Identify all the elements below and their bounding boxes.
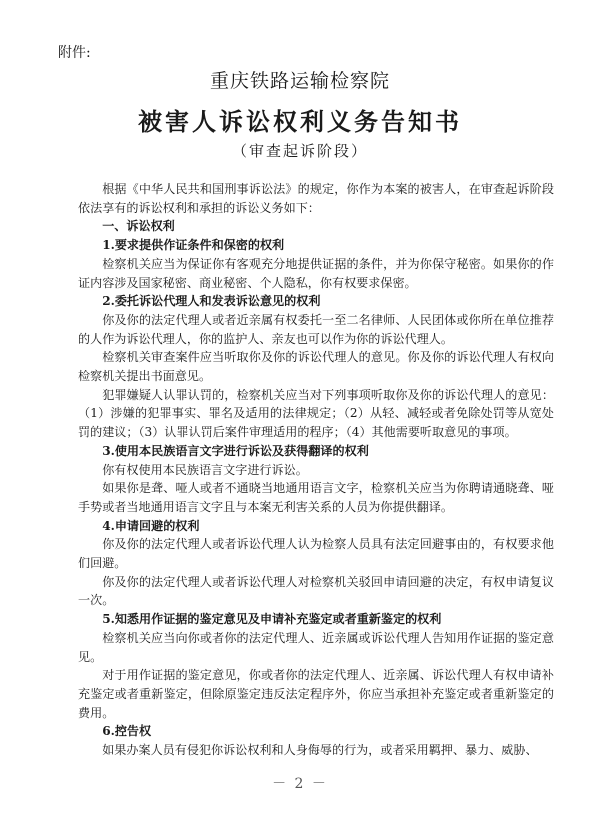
body-paragraph: 检察机关审查案件应当听取你及你的诉讼代理人的意见。你及你的诉讼代理人有权向检察机关提出书面意见。 (78, 350, 554, 384)
subsection-heading: 4.申请回避的权利 (102, 518, 200, 533)
page-number: － 2 － (272, 776, 328, 792)
body-paragraph: 犯罪嫌疑人认罪认罚的，检察机关应当对下列事项听取你及你的诉讼代理人的意见：（1）涉嫌的犯罪事实、罪名及适用的法律规定；（2）从轻、减轻或者免除处罚等从宽处罚的建议；（3）认罪认罚后案件审理适用的程序；（4）其他需要听取意见的事项。 (78, 387, 554, 440)
document-title: 被害人诉讼权利义务告知书 (138, 107, 462, 136)
subsection-heading: 2.委托诉讼代理人和发表诉讼意见的权利 (102, 294, 321, 309)
section-heading: 一、诉讼权利 (102, 219, 175, 234)
body-paragraph: 你及你的法定代理人或者诉讼代理人认为检察人员具有法定回避事由的，有权要求他们回避。 (78, 537, 554, 571)
body-paragraph: 你及你的法定代理人或者诉讼代理人对检察机关驳回申请回避的决定，有权申请复议一次。 (78, 574, 554, 608)
subsection-heading: 6.控告权 (102, 724, 152, 739)
body-paragraph: 你有权使用本民族语言文字进行诉讼。 (102, 462, 308, 477)
body-paragraph: 检察机关应当向你或者你的法定代理人、近亲属或诉讼代理人告知用作证据的鉴定意见。 (78, 630, 554, 664)
body-paragraph: 对于用作证据的鉴定意见，你或者你的法定代理人、近亲属、诉讼代理人有权申请补充鉴定或者重新鉴定，但除原鉴定违反法定程序外，你应当承担补充鉴定或者重新鉴定的费用。 (78, 668, 554, 720)
attachment-label: 附件: (58, 45, 91, 61)
document-body (78, 180, 554, 760)
intro-paragraph: 根据《中华人民共和国刑事诉讼法》的规定，你作为本案的被害人，在审查起诉阶段依法享有的诉讼权利和承担的诉讼义务如下： (78, 182, 554, 215)
organization-name: 重庆铁路运输检察院 (209, 70, 390, 92)
subsection-heading: 5.知悉用作证据的鉴定意见及申请补充鉴定或者重新鉴定的权利 (102, 612, 442, 627)
subsection-heading: 1.要求提供作证条件和保密的权利 (102, 238, 285, 253)
subsection-heading: 3.使用本民族语言文字进行诉讼及获得翻译的权利 (102, 443, 369, 458)
body-paragraph: 检察机关应当为保证你有客观充分地提供证据的条件，并为你保守秘密。如果你的作证内容涉及国家秘密、商业秘密、个人隐私，你有权要求保密。 (78, 256, 554, 290)
body-paragraph: 如果你是聋、哑人或者不通晓当地通用语言文字，检察机关应当为你聘请通晓聋、哑手势或者当地通用语言文字且与本案无利害关系的人员为你提供翻译。 (78, 481, 554, 514)
body-paragraph: 你及你的法定代理人或者近亲属有权委托一至二名律师、人民团体或你所在单位推荐的人作为诉讼代理人，你的监护人、亲友也可以作为你的诉讼代理人。 (78, 312, 554, 346)
body-paragraph: 如果办案人员有侵犯你诉讼权利和人身侮辱的行为，或者采用羁押、暴力、威胁、 (102, 743, 538, 758)
document-subtitle: （审查起诉阶段） (231, 142, 368, 160)
